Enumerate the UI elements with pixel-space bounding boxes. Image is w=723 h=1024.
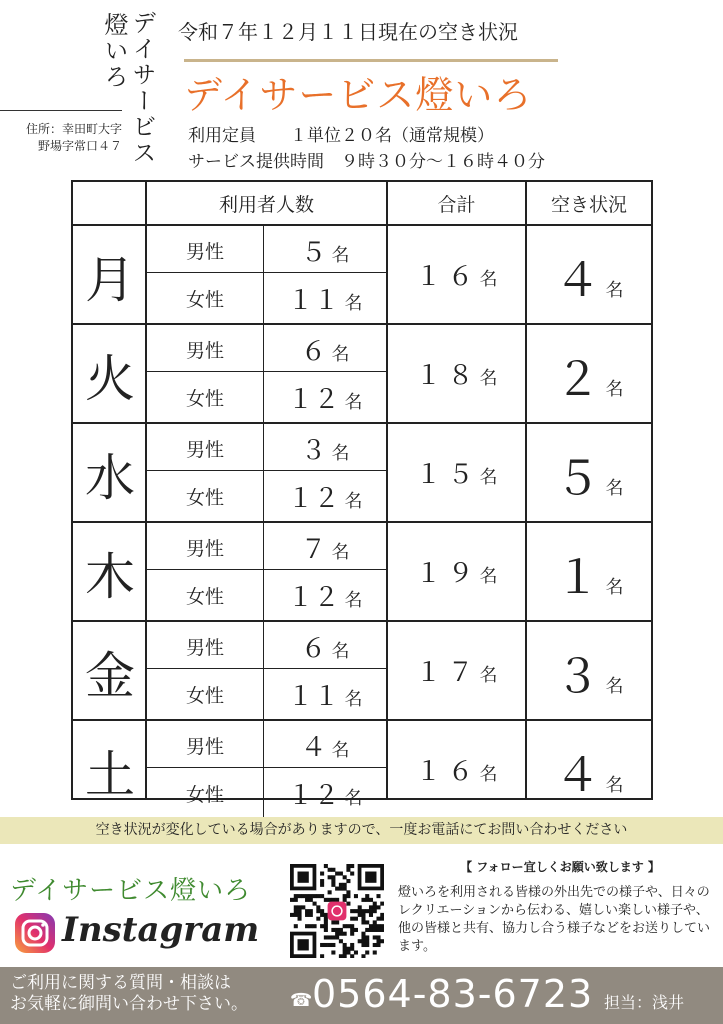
- male-label: 男性: [185, 736, 224, 758]
- male-count: [264, 727, 386, 764]
- title-rule: [184, 59, 558, 62]
- unit-label: 名: [479, 566, 498, 587]
- unit-label: 名: [605, 676, 624, 697]
- total-count: [388, 553, 525, 590]
- vacancy-count: [527, 442, 651, 508]
- unit-label: 名: [605, 280, 624, 301]
- instagram-wordmark[interactable]: Instagram: [62, 910, 260, 950]
- day-label: 木: [85, 548, 135, 606]
- unit-label: 名: [344, 392, 363, 413]
- phone-icon: ☎: [290, 990, 313, 1011]
- female-count: [264, 775, 386, 812]
- vacancy-value: ２: [554, 352, 601, 406]
- table-line: [73, 620, 651, 622]
- address-line-2: 野場字常口４７: [37, 139, 122, 153]
- address-divider: [0, 110, 122, 111]
- male-count-value: ３: [300, 436, 327, 466]
- vacancy-count: [527, 244, 651, 310]
- address: [4, 121, 122, 155]
- female-count-value: １２: [287, 583, 340, 613]
- vacancy-value: ４: [554, 253, 601, 307]
- female-count-value: １２: [287, 484, 340, 514]
- total-value: １６: [415, 757, 480, 787]
- unit-label: 名: [605, 577, 624, 598]
- male-count: [264, 430, 386, 467]
- vertical-facility-name: デイサービス: [128, 10, 156, 166]
- vacancy-count: [527, 343, 651, 409]
- unit-label: 名: [479, 665, 498, 686]
- unit-label: 名: [605, 379, 624, 400]
- contact-prompt-line-2: お気軽に御問い合わせ下さい。: [10, 994, 248, 1014]
- total-value: １９: [415, 559, 480, 589]
- female-label: 女性: [185, 784, 224, 806]
- total-value: １７: [415, 658, 480, 688]
- vacancy-value: ５: [554, 451, 601, 505]
- female-label: 女性: [185, 685, 224, 707]
- address-line-1: 住所：幸田町大字: [25, 122, 122, 136]
- vacancy-value: ３: [554, 649, 601, 703]
- page-title: デイサービス燈いろ: [184, 73, 533, 117]
- day-label: 月: [85, 251, 135, 309]
- vacancy-value: １: [554, 550, 601, 604]
- header-users: 利用者人数: [218, 194, 314, 216]
- unit-label: 名: [344, 689, 363, 710]
- table-line: [147, 569, 386, 570]
- table-line: [147, 272, 386, 273]
- unit-label: 名: [344, 491, 363, 512]
- service-hours-text: サービス提供時間 ９時３０分〜１６時４０分: [188, 152, 545, 172]
- unit-label: 名: [479, 269, 498, 290]
- unit-label: 名: [331, 542, 350, 563]
- total-value: １６: [415, 262, 480, 292]
- phone-number[interactable]: 0564-83-6723: [312, 972, 594, 1016]
- follow-request: 【 フォロー宜しくお願い致します 】: [460, 860, 660, 874]
- day-label: 火: [85, 350, 135, 408]
- day-label: 金: [85, 647, 135, 705]
- unit-label: 名: [331, 245, 350, 266]
- total-count: [388, 454, 525, 491]
- total-count: [388, 256, 525, 293]
- male-label: 男性: [185, 637, 224, 659]
- capacity-text: 利用定員 １単位２０名（通常規模）: [188, 126, 494, 146]
- unit-label: 名: [344, 788, 363, 809]
- table-line: [73, 422, 651, 424]
- contact-prompt: [10, 973, 248, 1015]
- female-label: 女性: [185, 289, 224, 311]
- vertical-facility-name-2: 燈いろ: [100, 12, 128, 90]
- sns-description: 燈いろを利用される皆様の外出先での様子や、日々のレクリエーションから伝わる、嬉しい楽しい様子や、他の皆様と共有、協力し合う様子などをお送りしています。: [398, 885, 711, 954]
- vacancy-table: [71, 180, 653, 811]
- unit-label: 名: [331, 740, 350, 761]
- qr-code[interactable]: [290, 864, 384, 958]
- table-line: [147, 668, 386, 669]
- female-count-value: １１: [287, 682, 340, 712]
- unit-label: 名: [331, 344, 350, 365]
- female-count: [264, 676, 386, 713]
- day-label: 土: [85, 746, 135, 804]
- unit-label: 名: [331, 641, 350, 662]
- status-date-title: 令和７年１２月１１日現在の空き状況: [178, 20, 518, 44]
- male-count-value: ６: [300, 337, 327, 367]
- day-label: 水: [85, 449, 135, 507]
- total-count: [388, 751, 525, 788]
- unit-label: 名: [479, 467, 498, 488]
- total-count: [388, 652, 525, 689]
- female-label: 女性: [185, 487, 224, 509]
- unit-label: 名: [479, 764, 498, 785]
- male-count: [264, 232, 386, 269]
- header-vacancy: 空き状況: [550, 194, 627, 216]
- unit-label: 名: [344, 293, 363, 314]
- vacancy-value: ４: [554, 748, 601, 802]
- male-count: [264, 628, 386, 665]
- male-count: [264, 331, 386, 368]
- staff-contact: 担当：浅井: [604, 993, 685, 1012]
- table-line: [73, 719, 651, 721]
- notice-banner: 空き状況が変化している場合がありますので、一度お電話にてお問い合わせください: [0, 817, 723, 844]
- male-count-value: ４: [300, 733, 327, 763]
- male-label: 男性: [185, 340, 224, 362]
- unit-label: 名: [331, 443, 350, 464]
- female-label: 女性: [185, 388, 224, 410]
- unit-label: 名: [479, 368, 498, 389]
- male-count-value: ５: [300, 238, 327, 268]
- unit-label: 名: [605, 775, 624, 796]
- unit-label: 名: [344, 590, 363, 611]
- instagram-icon[interactable]: [14, 912, 56, 958]
- male-label: 男性: [185, 241, 224, 263]
- contact-prompt-line-1: ご利用に関する質問・相談は: [10, 973, 231, 993]
- total-value: １５: [415, 460, 480, 490]
- vacancy-count: [527, 541, 651, 607]
- male-count: [264, 529, 386, 566]
- table-line: [147, 470, 386, 471]
- female-count-value: １２: [287, 385, 340, 415]
- female-count: [264, 379, 386, 416]
- male-count-value: ７: [300, 535, 327, 565]
- unit-label: 名: [605, 478, 624, 499]
- total-count: [388, 355, 525, 392]
- female-count: [264, 577, 386, 614]
- vacancy-count: [527, 640, 651, 706]
- sns-facility-name: デイサービス燈いろ: [10, 876, 252, 906]
- vacancy-count: [527, 739, 651, 805]
- table-line: [73, 224, 651, 226]
- total-value: １８: [415, 361, 480, 391]
- female-count-value: １２: [287, 781, 340, 811]
- male-label: 男性: [185, 538, 224, 560]
- male-count-value: ６: [300, 634, 327, 664]
- female-count-value: １１: [287, 286, 340, 316]
- table-line: [73, 521, 651, 523]
- male-label: 男性: [185, 439, 224, 461]
- female-count: [264, 280, 386, 317]
- table-line: [73, 323, 651, 325]
- table-line: [147, 371, 386, 372]
- header-total: 合計: [437, 194, 476, 216]
- table-line: [147, 767, 386, 768]
- female-count: [264, 478, 386, 515]
- female-label: 女性: [185, 586, 224, 608]
